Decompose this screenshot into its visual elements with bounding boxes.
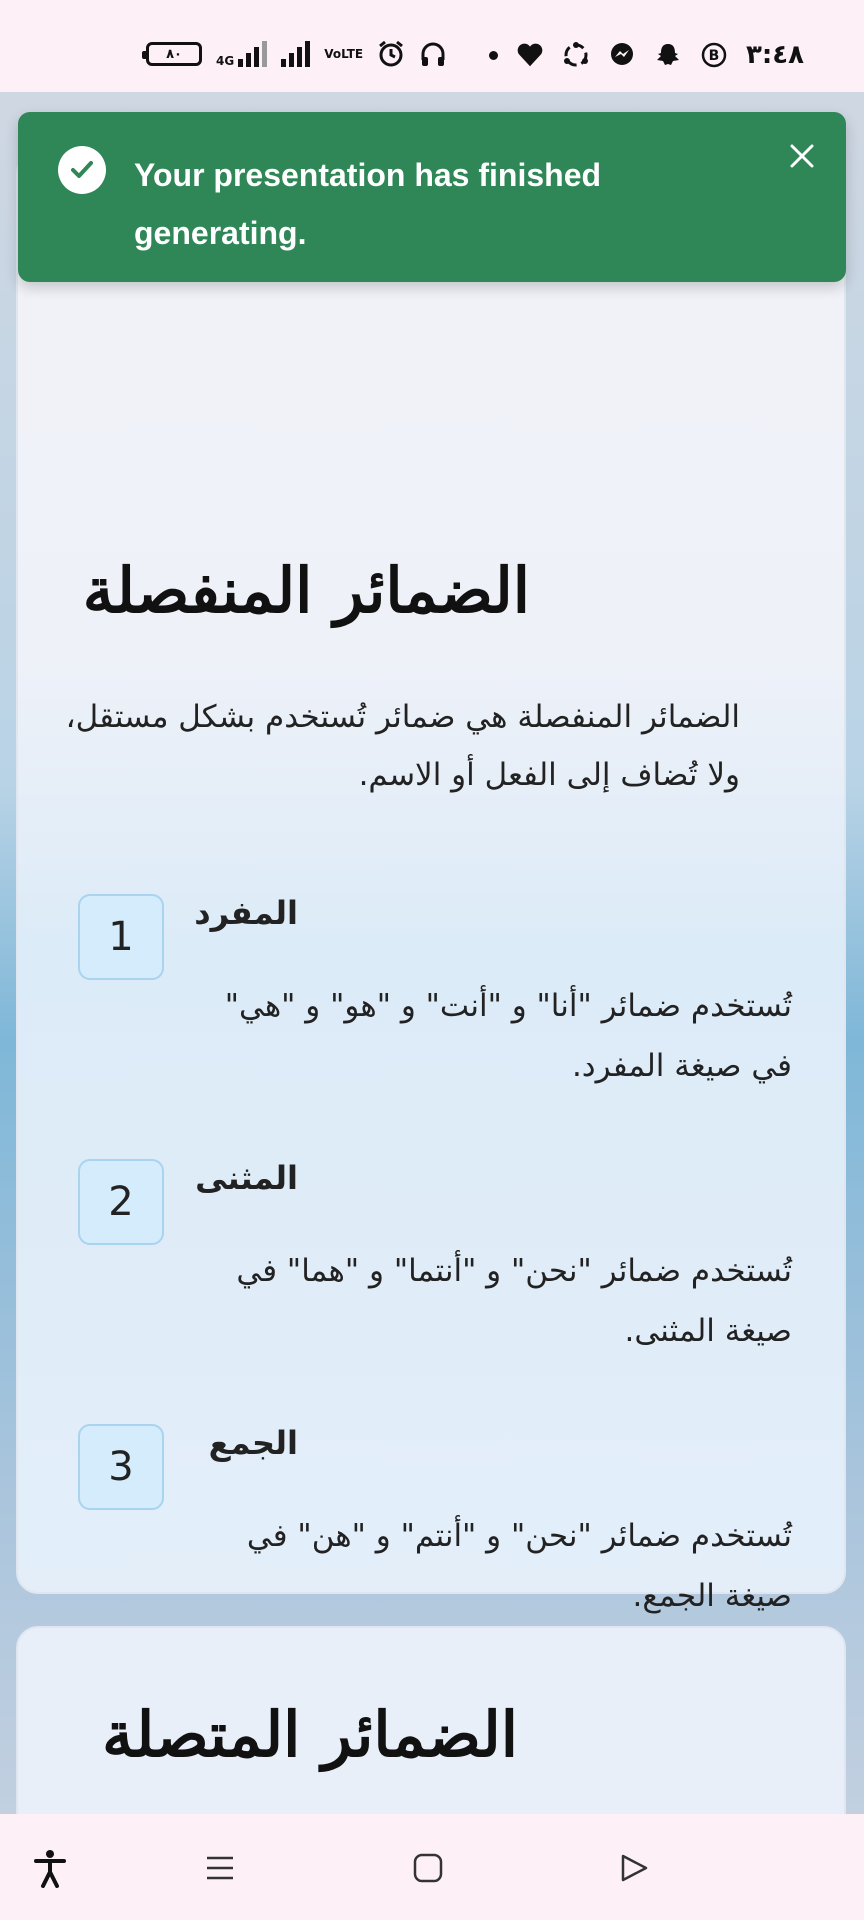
item-title: المثنى xyxy=(195,1159,298,1197)
slide-intro: الضمائر المنفصلة هي ضمائر تُستخدم بشكل مستقل، ولا تُضاف إلى الفعل أو الاسم. xyxy=(65,699,740,793)
item-description: تُستخدم ضمائر "نحن" و "أنتم" و "هن" في صيغة الجمع. xyxy=(246,1518,792,1614)
svg-text:B: B xyxy=(708,48,720,64)
number-badge: 3 xyxy=(78,1424,164,1510)
list-item xyxy=(18,1159,848,1399)
volte-label: VoLTE xyxy=(324,47,364,61)
accessibility-icon[interactable] xyxy=(22,1840,78,1896)
back-icon[interactable] xyxy=(606,1840,662,1896)
close-icon[interactable] xyxy=(782,136,822,176)
b-circle-icon xyxy=(700,41,728,69)
check-circle-icon xyxy=(58,146,106,194)
number-badge: 1 xyxy=(78,894,164,980)
network-type-label: 4G xyxy=(216,54,235,68)
battery-level: ٨٠ xyxy=(166,46,182,62)
clock: ٣:٤٨ xyxy=(745,40,804,70)
signal-strength-2-icon xyxy=(281,41,310,67)
slide-title-2: الضمائر المتصلة xyxy=(102,1698,518,1771)
status-right-icons xyxy=(489,40,804,70)
number-badge: 2 xyxy=(78,1159,164,1245)
success-toast xyxy=(18,112,846,282)
menu-icon[interactable] xyxy=(192,1840,248,1896)
slide-card xyxy=(16,152,846,1614)
slide-title: الضمائر المنفصلة xyxy=(82,554,530,627)
item-description: تُستخدم ضمائر "أنا" و "أنت" و "هو" و "هي" في صيغة المفرد. xyxy=(224,988,792,1084)
messenger-icon xyxy=(608,41,636,69)
list-item xyxy=(18,894,848,1134)
heart-app-icon xyxy=(516,41,544,69)
battery-icon xyxy=(146,42,202,66)
home-icon[interactable] xyxy=(400,1840,456,1896)
slides-viewport[interactable] xyxy=(0,92,864,1814)
item-title: المفرد xyxy=(194,894,298,932)
recycle-app-icon xyxy=(562,41,590,69)
snapchat-icon xyxy=(654,41,682,69)
status-bar xyxy=(0,0,864,92)
volte-icon xyxy=(324,48,363,60)
system-nav-bar xyxy=(0,1814,864,1920)
notification-dot-icon xyxy=(489,51,498,60)
headphones-icon xyxy=(419,40,447,68)
slide-card-2 xyxy=(16,1626,846,1814)
item-description: تُستخدم ضمائر "نحن" و "أنتما" و "هما" في صيغة المثنى. xyxy=(236,1253,792,1349)
toast-message: Your presentation has finished generating. xyxy=(134,157,602,251)
status-left-icons xyxy=(146,40,447,68)
item-title: الجمع xyxy=(208,1424,298,1462)
alarm-icon xyxy=(377,40,405,68)
signal-4g xyxy=(216,41,267,67)
signal-strength-icon xyxy=(238,41,267,67)
